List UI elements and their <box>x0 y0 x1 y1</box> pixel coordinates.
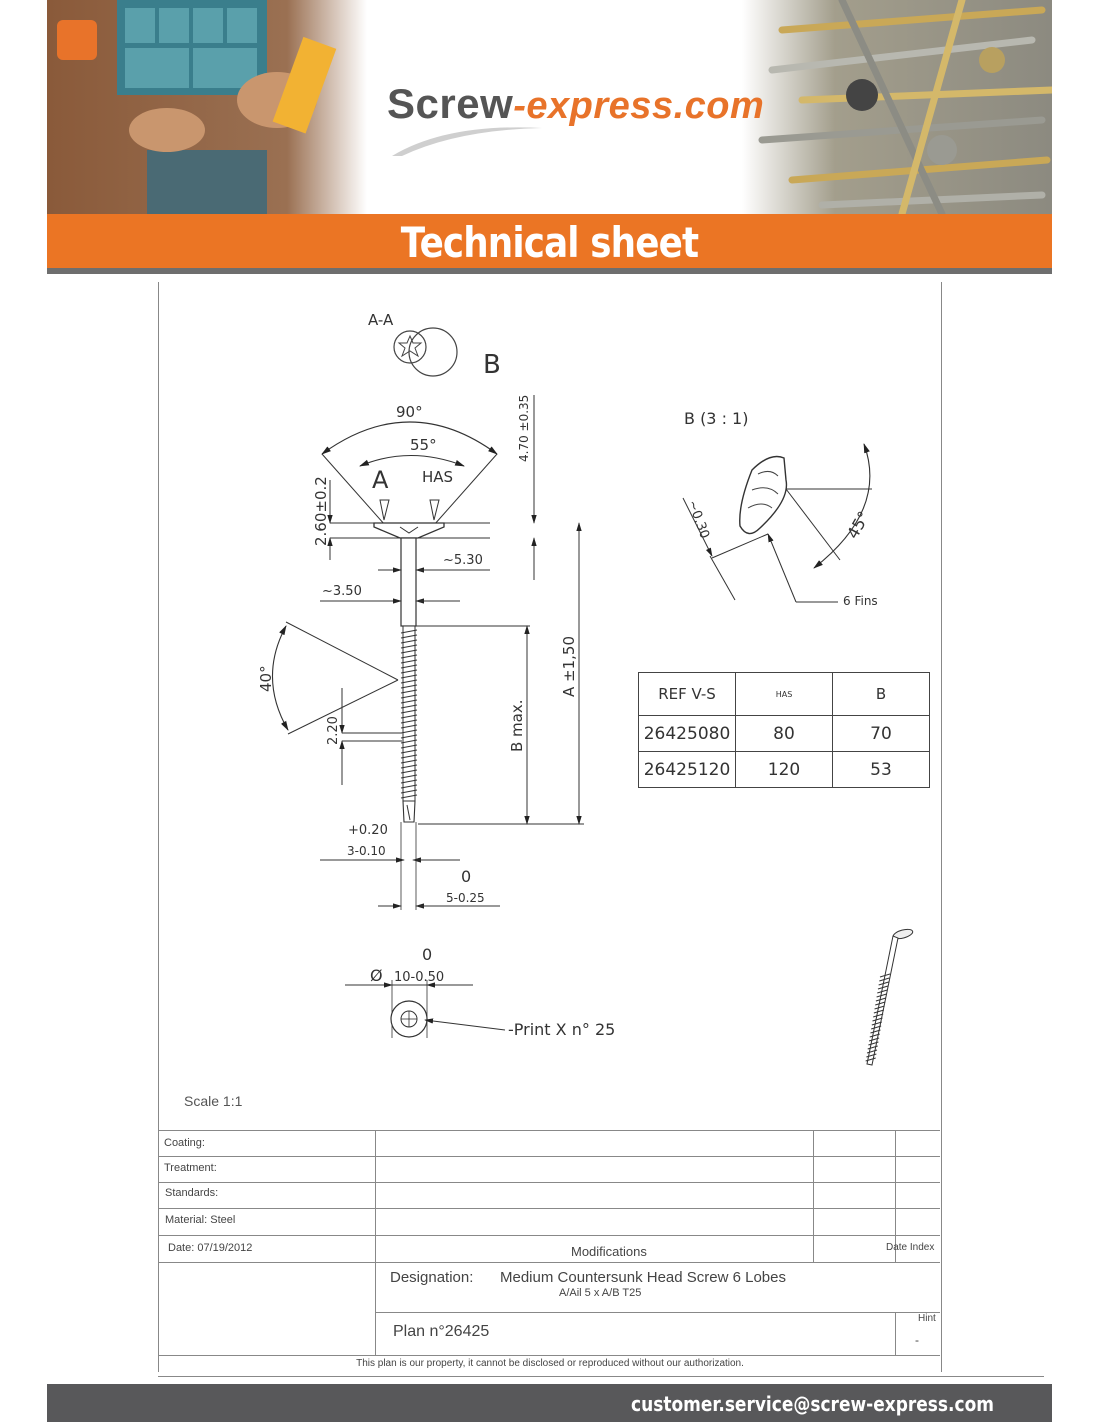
standards-label: Standards: <box>165 1187 219 1199</box>
scale-label: Scale 1:1 <box>184 1093 243 1109</box>
footer-bar <box>47 1384 1052 1422</box>
page-title: Technical sheet <box>400 218 699 267</box>
detail-fin-shape <box>740 457 787 534</box>
dim-head-height: 2.60±0.2 <box>312 476 330 546</box>
dim-220: 2.20 <box>326 716 341 745</box>
screw-head <box>374 523 444 538</box>
detail-ref-label: B <box>483 350 501 380</box>
detail-title: B (3 : 1) <box>684 409 749 428</box>
date-label: Date: 07/19/2012 <box>168 1242 253 1254</box>
cell-ref: 26425080 <box>639 716 736 752</box>
coating-label: Coating: <box>164 1137 205 1149</box>
detail-fins-label: 6 Fins <box>843 594 878 608</box>
angle-55-label: 55° <box>410 436 437 454</box>
designation-label: Designation: <box>390 1269 474 1286</box>
plan-number: Plan n°26425 <box>393 1323 490 1340</box>
table-header-row <box>639 673 930 716</box>
diameter-icon: Ø <box>370 966 383 985</box>
hint-value: - <box>915 1333 919 1347</box>
material-label: Material: Steel <box>165 1214 236 1226</box>
dim-470: 4.70 ±0.35 <box>517 394 531 462</box>
treatment-label: Treatment: <box>164 1162 217 1174</box>
screw-shank <box>401 538 416 626</box>
zero-1: 0 <box>461 867 472 886</box>
detail-dim-030: ~0.30 <box>684 498 712 541</box>
designation-value: Medium Countersunk Head Screw 6 Lobes <box>500 1269 786 1286</box>
section-a-label: A <box>372 466 389 494</box>
dim-530: ~5.30 <box>443 553 483 568</box>
tol-plus: +0.20 <box>348 823 388 838</box>
cell-has: 80 <box>736 716 833 752</box>
modifications-label: Modifications <box>571 1244 647 1259</box>
angle-40-label: 40° <box>257 665 275 692</box>
bottom-rule <box>158 1376 1044 1377</box>
screw-3d-view <box>866 928 914 1065</box>
dim-bmax: B max. <box>508 699 526 752</box>
ownership-note: This plan is our property, it cannot be disclosed or reproduced without our authorization. <box>356 1358 744 1369</box>
brand-logo: Screw-express.com <box>387 80 765 127</box>
drill-tip <box>403 801 415 822</box>
dim-10: 10-0.50 <box>394 970 445 985</box>
angle-90-label: 90° <box>396 403 423 421</box>
zero-2: 0 <box>422 945 433 964</box>
reference-table <box>638 672 930 788</box>
dim-3: 3-0.10 <box>347 844 386 858</box>
table-row <box>639 716 930 752</box>
col-b: B <box>833 673 930 716</box>
title-block <box>158 1130 940 1372</box>
has-label: HAS <box>422 468 454 486</box>
section-label: A-A <box>368 311 394 329</box>
dim-a: A ±1,50 <box>560 636 578 697</box>
hint-label: Hint <box>918 1313 936 1324</box>
date-index-label: Date Index <box>886 1242 935 1253</box>
dim-5: 5-0.25 <box>446 891 485 905</box>
detail-angle-45: 45° <box>843 507 874 542</box>
designation-sub: A/Ail 5 x A/B T25 <box>559 1287 642 1299</box>
print-note: -Print X n° 25 <box>508 1020 616 1039</box>
col-ref: REF V-S <box>639 673 736 716</box>
cell-ref: 26425120 <box>639 752 736 788</box>
cell-b: 70 <box>833 716 930 752</box>
contact-email[interactable]: customer.service@screw-express.com <box>631 1392 994 1416</box>
dim-350: ~3.50 <box>322 584 362 599</box>
cell-b: 53 <box>833 752 930 788</box>
table-row <box>639 752 930 788</box>
col-has: HAS <box>736 673 833 716</box>
cell-has: 120 <box>736 752 833 788</box>
